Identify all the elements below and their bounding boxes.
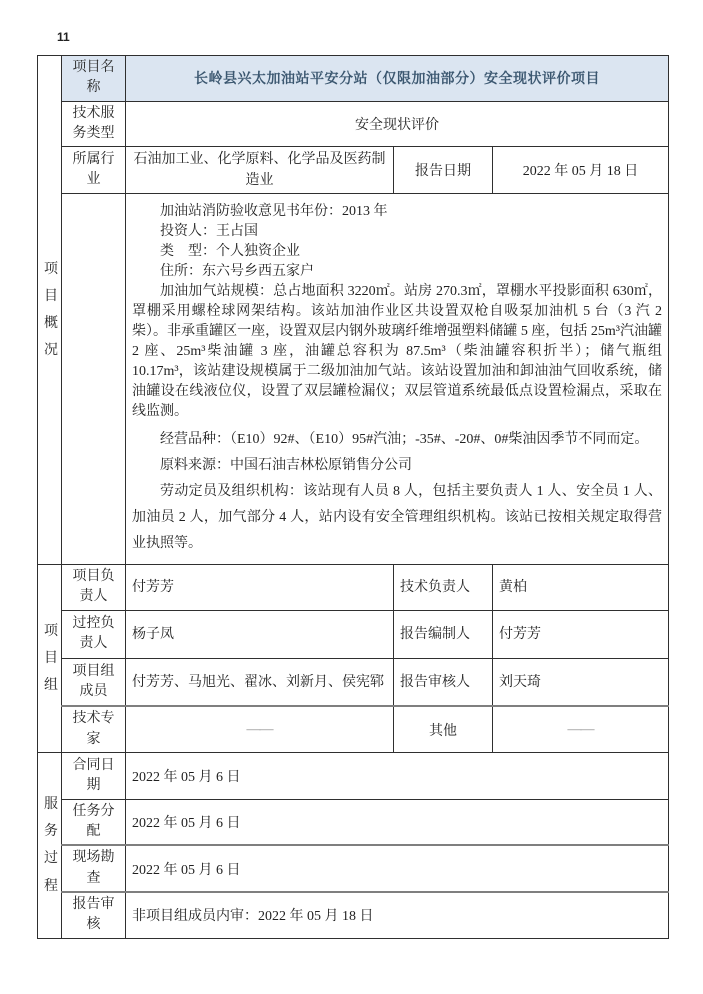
project-leader-label: 项目负责人 — [62, 565, 126, 611]
section-label-overview — [38, 56, 62, 565]
service-type-value: 安全现状评价 — [126, 101, 669, 147]
process-section-title: 服务过程 — [44, 796, 58, 894]
process-control-leader-label: 过控负责人 — [62, 610, 126, 658]
other-label: 其他 — [394, 706, 493, 752]
industry-value: 石油加工业、化学原料、化学品及医药制造业 — [126, 147, 394, 194]
report-reviewer-value: 刘天琦 — [493, 658, 669, 706]
section-label-process — [38, 752, 62, 938]
overview-paragraph: 类 型：个人独资企业 — [160, 243, 300, 259]
section-label-team — [38, 565, 62, 753]
site-survey-label: 现场勘查 — [62, 845, 126, 892]
overview-paragraph: 原料来源：中国石油吉林松原销售分公司 — [160, 457, 412, 473]
report-compiler-label: 报告编制人 — [394, 610, 493, 658]
team-section-title: 项目组 — [44, 623, 58, 694]
report-date-label: 报告日期 — [394, 147, 493, 194]
other-value: —— — [493, 706, 669, 752]
contract-date-label: 合同日期 — [62, 752, 126, 799]
service-type-label: 技术服务类型 — [62, 101, 126, 147]
report-review-label: 报告审核 — [62, 892, 126, 938]
site-survey-value: 2022 年 05 月 6 日 — [126, 845, 669, 892]
report-compiler-value: 付芳芳 — [493, 610, 669, 658]
tech-leader-label: 技术负责人 — [394, 565, 493, 611]
project-name-label: 项目名称 — [62, 56, 126, 102]
contract-date-value: 2022 年 05 月 6 日 — [126, 752, 669, 799]
tech-expert-value: —— — [126, 706, 394, 752]
team-members-value: 付芳芳、马旭光、翟冰、刘新月、侯宪郓 — [126, 658, 394, 706]
project-leader-value: 付芳芳 — [126, 565, 394, 611]
overview-paragraph: 经营品种：（E10）92#、（E10）95#汽油；-35#、-20#、0#柴油因季节不同而定。 — [160, 431, 649, 447]
overview-paragraph: 投资人：王占国 — [160, 223, 258, 239]
page-number: 11 — [57, 30, 70, 44]
tech-expert-label: 技术专家 — [62, 706, 126, 752]
report-date-value: 2022 年 05 月 18 日 — [493, 147, 669, 194]
task-assignment-label: 任务分配 — [62, 799, 126, 845]
project-info-table — [37, 55, 669, 939]
project-name-value: 长岭县兴太加油站平安分站（仅限加油部分）安全现状评价项目 — [126, 56, 669, 102]
report-reviewer-label: 报告审核人 — [394, 658, 493, 706]
overview-paragraph: 劳动定员及组织机构：该站现有人员 8 人，包括主要负责人 1 人、安全员 1 人、加油员 2 人，加气部分 4 人，站内设有安全管理组织机构。该站已按相关规定取得营业执照等。 — [132, 483, 663, 551]
overview-empty-label — [62, 194, 126, 565]
overview-paragraph: 住所：东六号乡西五家户 — [160, 263, 314, 279]
report-review-value: 非项目组成员内审：2022 年 05 月 18 日 — [126, 892, 669, 938]
overview-text — [126, 194, 669, 565]
tech-leader-value: 黄柏 — [493, 565, 669, 611]
industry-label: 所属行业 — [62, 147, 126, 194]
overview-section-title: 项目概况 — [44, 261, 58, 359]
team-members-label: 项目组成员 — [62, 658, 126, 706]
overview-paragraph: 加油站消防验收意见书年份：2013 年 — [160, 203, 388, 219]
task-assignment-value: 2022 年 05 月 6 日 — [126, 799, 669, 845]
process-control-leader-value: 杨子凤 — [126, 610, 394, 658]
overview-paragraph: 加油加气站规模：总占地面积 3220㎡。站房 270.3㎡，罩棚水平投影面积 630㎡，罩棚采用螺栓球网架结构。该站加油作业区共设置双枪自吸泵加油机 5 台（3 汽 2 柴）。非承重罐区一座，设置双层内钢外玻璃纤维增强塑料储罐 5 座，包括 25m³汽油罐 2 座、25m³柴油罐 3 座，油罐总容积为 87.5m³（柴油罐容积折半）；储气瓶组 10.17m³，该站建设规模属于二级加油加气站。该站设置加油和卸油油气回收系统，储油罐设在线液位仪，设置了双层罐检漏仪；双层管道系统最低点设置检漏点，采取在线监测。 — [132, 283, 663, 419]
